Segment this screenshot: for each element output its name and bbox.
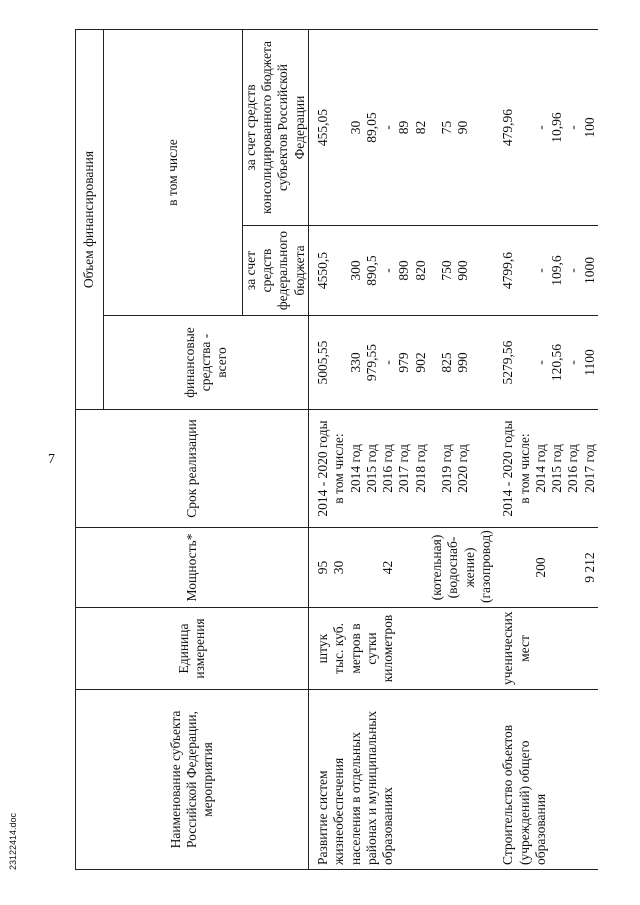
row2-federal: 4799,6 - 109,6 - 1000 <box>494 226 598 316</box>
row2-regional: 479,96 - 10,96 - 100 <box>494 30 598 226</box>
row1-unit: штук тыс. куб. метров в сутки километров <box>309 608 495 690</box>
page-number: 7 <box>48 452 55 467</box>
header-financing: Объем финансирования <box>76 30 104 410</box>
row1-name: Развитие систем жизнеобеспечения населения в отдельных районах и муниципальных образованиях <box>309 690 495 870</box>
header-period: Срок реализации <box>76 410 309 528</box>
row1-federal: 4550,5 300 890,5 - 890 820 750 900 <box>309 226 495 316</box>
row2-period: 2014 - 2020 годы в том числе: 2014 год 2015 год 2016 год 2017 год <box>494 410 598 528</box>
row2-unit: ученических мест <box>494 608 598 690</box>
row1-capacity: 95 30 42 (котельная) (водоснаб- жение) (газопровод) <box>309 528 495 608</box>
header-name: Наименование субъекта Российской Федерации, мероприятия <box>76 690 309 870</box>
row1-regional: 455,05 30 89,05 - 89 82 75 90 <box>309 30 495 226</box>
rotated-table-container <box>75 30 620 870</box>
header-regional: за счет средств консолидированного бюджета субъектов Российской Федерации <box>242 30 308 226</box>
financing-table <box>75 29 598 870</box>
header-total: финансовые средства - всего <box>104 316 309 410</box>
table-row <box>309 30 495 870</box>
row2-name: Строительство объектов (учреждений) общего образования <box>494 690 598 870</box>
header-unit: Единица измерения <box>76 608 309 690</box>
document-filename-stamp: 23122414.doc <box>8 812 18 870</box>
row1-period: 2014 - 2020 годы в том числе: 2014 год 2015 год 2016 год 2017 год 2018 год 2019 год 2020 год <box>309 410 495 528</box>
row1-total: 5005,55 330 979,55 - 979 902 825 990 <box>309 316 495 410</box>
header-federal: за счет средств федерального бюджета <box>242 226 308 316</box>
header-including: в том числе <box>104 30 243 316</box>
header-capacity: Мощность* <box>76 528 309 608</box>
row2-capacity: 200 9 212 <box>494 528 598 608</box>
row2-total: 5279,56 - 120,56 - 1100 <box>494 316 598 410</box>
table-row <box>494 30 598 870</box>
